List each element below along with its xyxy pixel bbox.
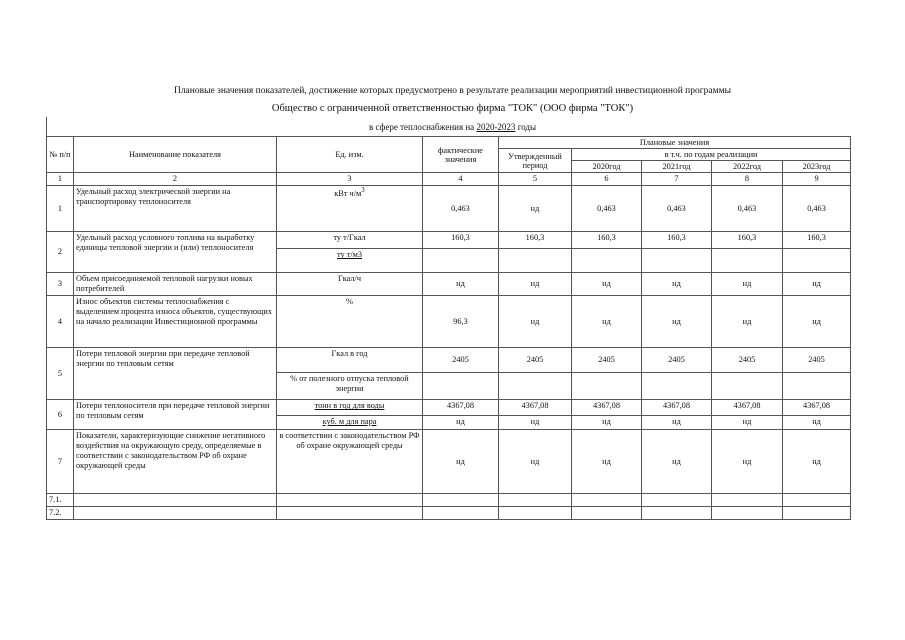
row-name: Объем присоединяемой тепловой нагрузки новых потребителей — [74, 273, 277, 296]
row-name: Показатели, характеризующие снижение негативного воздействия на окружающую среду, определяемые в соответствии с законодательством РФ об охране окружающей среды — [74, 430, 277, 494]
value-approved: нд — [499, 416, 572, 430]
scope-line — [0, 122, 905, 132]
empty-cell — [642, 507, 712, 520]
value-2023: 160,3 — [783, 232, 851, 249]
row-num: 4 — [47, 296, 74, 348]
empty-cell — [783, 373, 851, 400]
row-name: Износ объектов системы теплоснабжения с выделением процента износа объектов, существующих на начало реализации Инвестиционной программы — [74, 296, 277, 348]
row-unit: Гкал/ч — [277, 273, 423, 296]
empty-cell — [499, 494, 572, 507]
value-2020: нд — [572, 416, 642, 430]
header-by-years: в т.ч. по годам реализации — [572, 149, 851, 161]
value-2023: 0,463 — [783, 186, 851, 232]
value-approved: нд — [499, 430, 572, 494]
value-2021: 0,463 — [642, 186, 712, 232]
row-num: 5 — [47, 348, 74, 400]
table-frame-line — [46, 117, 47, 136]
document-title: Плановые значения показателей, достижение которых предусмотрено в результате реализации мероприятий инвестиционной программы — [173, 86, 732, 96]
row-name: Потери тепловой энергии при передаче тепловой энергии по тепловым сетям — [74, 348, 277, 400]
header-num: № п/п — [47, 137, 74, 173]
value-2022: 4367,08 — [712, 400, 783, 416]
value-actual: 160,3 — [423, 232, 499, 249]
value-2021: 2405 — [642, 348, 712, 373]
value-actual: 96,3 — [423, 296, 499, 348]
empty-cell — [642, 494, 712, 507]
empty-cell — [277, 507, 423, 520]
colnum: 7 — [642, 173, 712, 186]
empty-cell — [572, 373, 642, 400]
header-planned: Плановые значения — [499, 137, 851, 149]
table-row — [47, 232, 851, 249]
row-num: 1 — [47, 186, 74, 232]
header-name: Наименование показателя — [74, 137, 277, 173]
empty-cell — [423, 507, 499, 520]
value-2020: 4367,08 — [572, 400, 642, 416]
table-row — [47, 507, 851, 520]
row-num: 2 — [47, 232, 74, 273]
organization-name: Общество с ограниченной ответственностью фирма "ТОК" (ООО фирма "ТОК") — [271, 103, 634, 114]
colnum: 9 — [783, 173, 851, 186]
row-unit: Гкал в год — [277, 348, 423, 373]
value-approved: нд — [499, 273, 572, 296]
empty-cell — [423, 494, 499, 507]
header-2021: 2021год — [642, 161, 712, 173]
empty-cell — [783, 494, 851, 507]
empty-cell — [74, 494, 277, 507]
table-row — [47, 273, 851, 296]
row-unit-alt: % от полезного отпуска тепловой энергии — [277, 373, 423, 400]
empty-cell — [572, 494, 642, 507]
table-row — [47, 494, 851, 507]
empty-cell — [783, 249, 851, 273]
empty-cell — [642, 249, 712, 273]
value-approved: 4367,08 — [499, 400, 572, 416]
row-num: 7.2. — [47, 507, 74, 520]
colnum: 1 — [47, 173, 74, 186]
value-2022: нд — [712, 273, 783, 296]
unit-text: кВт ч/м — [334, 189, 362, 199]
value-2021: нд — [642, 430, 712, 494]
unit-superscript: 3 — [361, 187, 365, 195]
row-unit: тонн в год для воды — [277, 400, 423, 416]
value-2022: 2405 — [712, 348, 783, 373]
empty-cell — [642, 373, 712, 400]
value-2020: нд — [572, 296, 642, 348]
table-row — [47, 348, 851, 373]
value-2023: 2405 — [783, 348, 851, 373]
value-actual: 0,463 — [423, 186, 499, 232]
value-approved: 160,3 — [499, 232, 572, 249]
value-2023: 4367,08 — [783, 400, 851, 416]
value-2021: 160,3 — [642, 232, 712, 249]
empty-cell — [499, 249, 572, 273]
row-name: Потери теплоносителя при передаче тепловой энергии по тепловым сетям — [74, 400, 277, 430]
value-2020: нд — [572, 430, 642, 494]
value-2022: нд — [712, 430, 783, 494]
value-2021: нд — [642, 416, 712, 430]
value-2020: нд — [572, 273, 642, 296]
value-2022: 160,3 — [712, 232, 783, 249]
row-name: Удельный расход электрической энергии на транспортировку теплоносителя — [74, 186, 277, 232]
value-2022: нд — [712, 416, 783, 430]
value-approved: нд — [499, 296, 572, 348]
empty-cell — [712, 494, 783, 507]
scope-prefix: в сфере теплоснабжения на — [368, 122, 477, 132]
row-num: 3 — [47, 273, 74, 296]
value-2023: нд — [783, 273, 851, 296]
value-actual: нд — [423, 273, 499, 296]
empty-cell — [423, 373, 499, 400]
table-row — [47, 296, 851, 348]
row-num: 7.1. — [47, 494, 74, 507]
row-unit: ту т/Гкал — [277, 232, 423, 249]
table-row — [47, 186, 851, 232]
header-2023: 2023год — [783, 161, 851, 173]
empty-cell — [783, 507, 851, 520]
empty-cell — [712, 373, 783, 400]
row-name: Удельный расход условного топлива на выработку единицы тепловой энергии и (или) теплоносителя — [74, 232, 277, 273]
empty-cell — [74, 507, 277, 520]
table-row — [47, 400, 851, 416]
value-2023: нд — [783, 416, 851, 430]
row-unit-alt: куб. м для пара — [277, 416, 423, 430]
empty-cell — [499, 373, 572, 400]
header-approved: Утвержденный период — [499, 149, 572, 173]
header-unit: Ед. изм. — [277, 137, 423, 173]
empty-cell — [277, 494, 423, 507]
value-2021: нд — [642, 273, 712, 296]
colnum: 8 — [712, 173, 783, 186]
scope-years: 2020-2023 — [476, 122, 516, 132]
empty-cell — [572, 507, 642, 520]
value-2022: 0,463 — [712, 186, 783, 232]
colnum: 3 — [277, 173, 423, 186]
value-actual: нд — [423, 416, 499, 430]
empty-cell — [572, 249, 642, 273]
row-num: 7 — [47, 430, 74, 494]
header-2020: 2020год — [572, 161, 642, 173]
value-2023: нд — [783, 430, 851, 494]
value-actual: 2405 — [423, 348, 499, 373]
value-2021: 4367,08 — [642, 400, 712, 416]
row-num: 6 — [47, 400, 74, 430]
header-actual: фактические значения — [423, 137, 499, 173]
row-unit: в соответствии с законодательством РФ об охране окружающей среды — [277, 430, 423, 494]
scope-suffix: годы — [515, 122, 537, 132]
row-unit: % — [277, 296, 423, 348]
value-2022: нд — [712, 296, 783, 348]
value-actual: 4367,08 — [423, 400, 499, 416]
colnum: 2 — [74, 173, 277, 186]
empty-cell — [712, 249, 783, 273]
value-2020: 160,3 — [572, 232, 642, 249]
value-approved: 2405 — [499, 348, 572, 373]
colnum: 6 — [572, 173, 642, 186]
value-2023: нд — [783, 296, 851, 348]
empty-cell — [423, 249, 499, 273]
value-approved: нд — [499, 186, 572, 232]
row-unit — [277, 186, 423, 232]
empty-cell — [712, 507, 783, 520]
value-2021: нд — [642, 296, 712, 348]
empty-cell — [499, 507, 572, 520]
header-2022: 2022год — [712, 161, 783, 173]
indicators-table — [46, 136, 851, 520]
value-actual: нд — [423, 430, 499, 494]
row-unit-alt: ту т/м3 — [277, 249, 423, 273]
colnum: 4 — [423, 173, 499, 186]
table-row — [47, 430, 851, 494]
value-2020: 2405 — [572, 348, 642, 373]
column-number-row — [47, 173, 851, 186]
value-2020: 0,463 — [572, 186, 642, 232]
colnum: 5 — [499, 173, 572, 186]
